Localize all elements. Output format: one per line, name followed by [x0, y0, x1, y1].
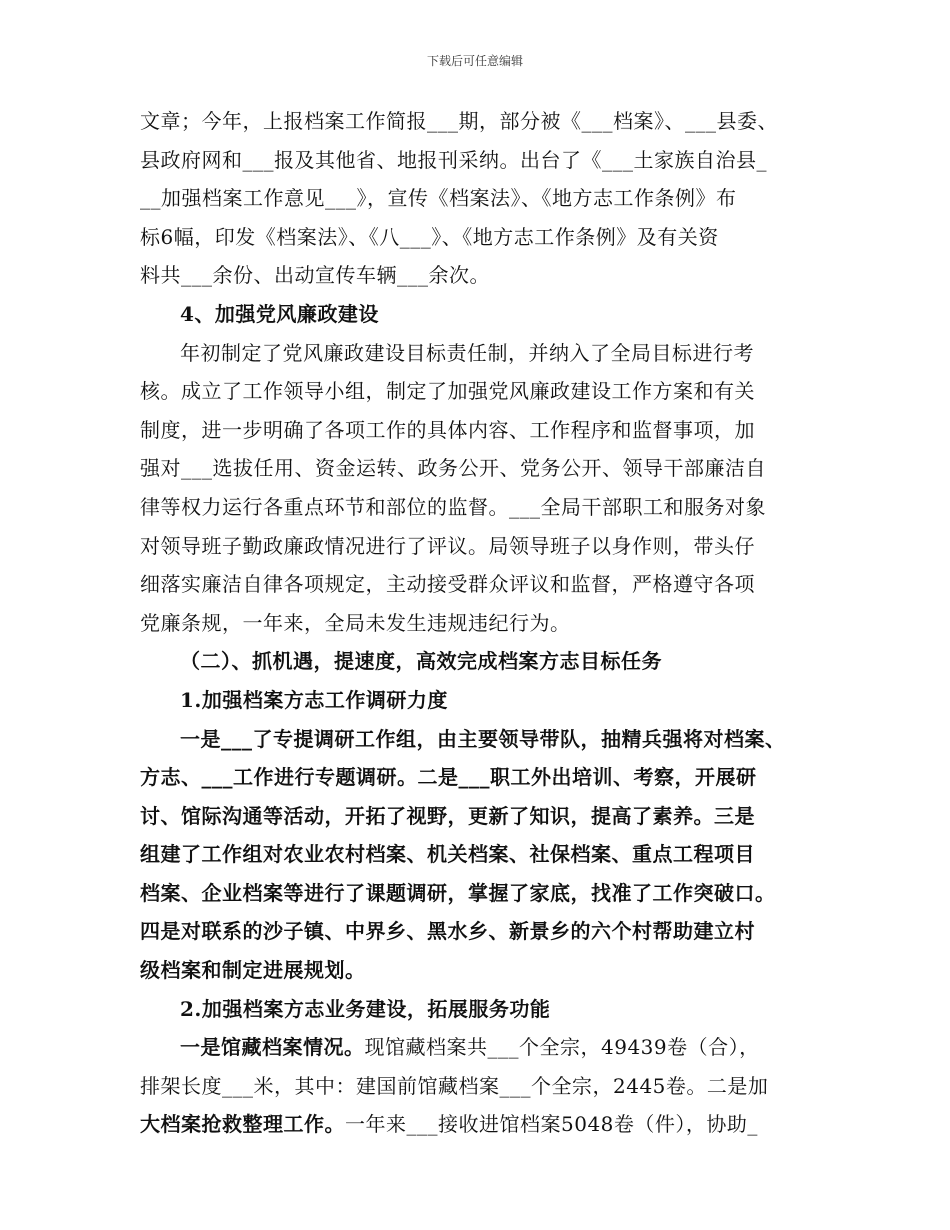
- text-line: 细落实廉洁自律各项规定，主动接受群众评议和监督，严格遵守各项: [140, 572, 755, 597]
- paragraph-start: 年初制定了党风廉政建设目标责任制，并纳入了全局目标进行考: [180, 340, 754, 365]
- text-line: 排架长度___米，其中：建国前馆藏档案___个全宗，2445卷。二是加: [140, 1073, 769, 1098]
- text-line: 四是对联系的沙子镇、中界乡、黑水乡、新景乡的六个村帮助建立村: [140, 919, 755, 944]
- text-line: 核。成立了工作领导小组，制定了加强党风廉政建设工作方案和有关: [140, 379, 755, 404]
- section-heading: 4、加强党风廉政建设: [180, 301, 379, 326]
- page-header: 下载后可任意编辑: [426, 54, 523, 68]
- subsection-heading: 2.加强档案方志业务建设，拓展服务功能: [180, 996, 551, 1021]
- text-line: 档案、企业档案等进行了课题调研，掌握了家底，找准了工作突破口。: [140, 880, 776, 905]
- text-line: 对领导班子勤政廉政情况进行了评议。局领导班子以身作则，带头仔: [140, 533, 755, 558]
- text-line: [140, 1105, 830, 1144]
- text-line: 强对___选拔任用、资金运转、政务公开、党务公开、领导干部廉洁自: [140, 456, 766, 481]
- text-line: 制度，进一步明确了各项工作的具体内容、工作程序和监督事项，加: [140, 417, 755, 442]
- text-line: 讨、馆际沟通等活动，开拓了视野，更新了知识，提高了素养。三是: [140, 803, 755, 828]
- text-line: 方志、___工作进行专题调研。二是___职工外出培训、考察，开展研: [140, 765, 757, 790]
- paragraph-start: 一是___了专提调研工作组，由主要领导带队，抽精兵强将对档案、: [180, 726, 786, 751]
- text-line: 党廉条规，一年来，全局未发生违规违纪行为。: [140, 610, 571, 635]
- text-line: 料共___余份、出动宣传车辆___余次。: [140, 263, 490, 288]
- text-line: __加强档案工作意见___》，宣传《档案法》、《地方志工作条例》布: [140, 186, 737, 211]
- inline-bold-text: 大档案抢救整理工作。: [140, 1112, 345, 1137]
- inline-text: 一年来___接收进馆档案5048卷（件），协助_: [345, 1112, 758, 1137]
- inline-text: 现馆藏档案共___个全宗，49439卷（合），: [364, 1035, 760, 1060]
- document-body: [140, 102, 830, 1144]
- text-line: 文章；今年，上报档案工作简报___期，部分被《___档案》、___县委、: [140, 109, 778, 133]
- text-line: 组建了工作组对农业农村档案、机关档案、社保档案、重点工程项目: [140, 842, 755, 867]
- inline-bold-text: 一是馆藏档案情况。: [180, 1035, 365, 1060]
- text-line: 县政府网和___报及其他省、地报刊采纳。出台了《___土家族自治县_: [140, 147, 767, 172]
- text-line: 标6幅，印发《档案法》、《八___》、《地方志工作条例》及有关资: [140, 224, 719, 249]
- text-line: 级档案和制定进展规划。: [140, 958, 366, 983]
- paragraph-start: [140, 1028, 830, 1067]
- section-heading: （二）、抓机遇，提速度，高效完成档案方志目标任务: [180, 649, 662, 674]
- text-line: 律等权力运行各重点环节和部位的监督。___全局干部职工和服务对象: [140, 494, 766, 519]
- subsection-heading: 1.加强档案方志工作调研力度: [180, 687, 448, 712]
